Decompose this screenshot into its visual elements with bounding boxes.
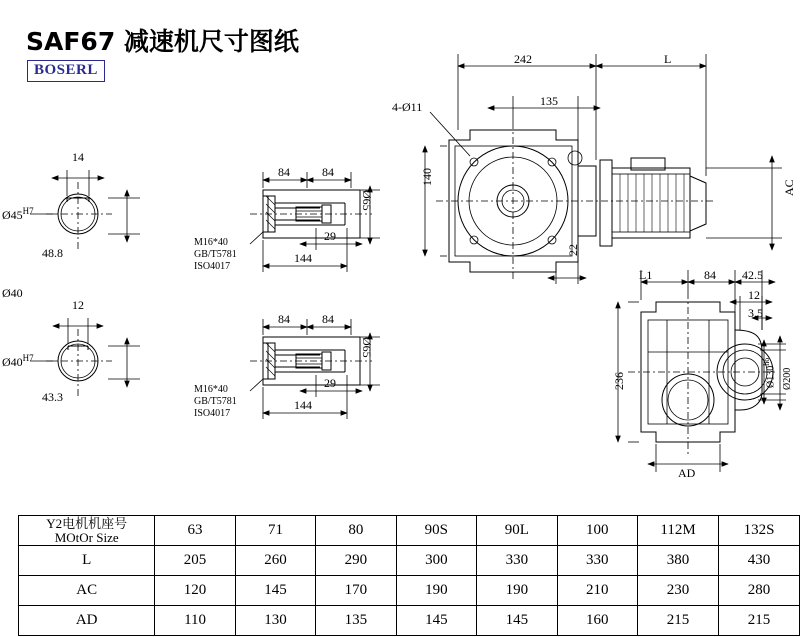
label-bore-top bbox=[2, 206, 34, 223]
table-col-6: 112M bbox=[638, 516, 719, 546]
main-front-view bbox=[425, 54, 782, 284]
shaft-end-view-top bbox=[30, 170, 140, 250]
label-hs-bottom-note3: ISO4017 bbox=[194, 408, 231, 419]
table-col-2: 80 bbox=[316, 516, 396, 546]
table-col-7: 132S bbox=[719, 516, 800, 546]
label-height-bottom: 43.3 bbox=[42, 390, 63, 404]
label-side-130 bbox=[762, 358, 776, 388]
table-cell: 210 bbox=[557, 576, 637, 606]
table-cell: 135 bbox=[316, 606, 396, 636]
table-cell: 330 bbox=[477, 546, 558, 576]
hollow-shaft-section-bottom bbox=[250, 319, 380, 419]
table-row-label: AC bbox=[19, 576, 155, 606]
label-height-top: 48.8 bbox=[42, 246, 63, 260]
label-side-130-tol: h6 bbox=[762, 357, 771, 366]
table-row-header bbox=[19, 516, 800, 546]
label-main-AC: AC bbox=[782, 179, 796, 196]
label-side-AD: AD bbox=[678, 466, 696, 480]
label-side-200: Ø200 bbox=[782, 367, 793, 390]
table-cell: 290 bbox=[316, 546, 396, 576]
table-row-label: AD bbox=[19, 606, 155, 636]
table-cell: 430 bbox=[719, 546, 800, 576]
table-cell: 170 bbox=[316, 576, 396, 606]
table-col-0: 63 bbox=[155, 516, 235, 546]
table-cell: 215 bbox=[719, 606, 800, 636]
label-hs-bottom-note2: GB/T5781 bbox=[194, 396, 237, 407]
label-side-84: 84 bbox=[704, 268, 716, 282]
label-hs-bottom-dia: Ø65 bbox=[360, 337, 374, 358]
table-col-5: 100 bbox=[557, 516, 637, 546]
label-hs-top-29: 29 bbox=[324, 229, 336, 243]
label-hs-bottom-29: 29 bbox=[324, 376, 336, 390]
label-side-130-value: Ø130 bbox=[765, 365, 777, 388]
table-cell: 110 bbox=[155, 606, 235, 636]
label-side-42-5: 42.5 bbox=[742, 268, 763, 282]
label-hs-bottom-note1: M16*40 bbox=[194, 384, 228, 395]
table-cell: 380 bbox=[638, 546, 719, 576]
side-view bbox=[618, 270, 786, 472]
label-keyway-width-top: 14 bbox=[72, 150, 84, 164]
table-cell: 160 bbox=[557, 606, 637, 636]
table-col-4: 90L bbox=[477, 516, 558, 546]
table-cell: 280 bbox=[719, 576, 800, 606]
label-hs-top-note1: M16*40 bbox=[194, 237, 228, 248]
label-bore-top-tol: H7 bbox=[22, 206, 34, 216]
label-below-top: Ø40 bbox=[2, 286, 23, 300]
table-cell: 205 bbox=[155, 546, 235, 576]
label-keyway-width-bottom: 12 bbox=[72, 298, 84, 312]
label-side-3-5: 3.5 bbox=[748, 306, 763, 320]
label-hs-bottom-84b: 84 bbox=[322, 312, 334, 326]
table-row bbox=[19, 546, 800, 576]
table-cell: 330 bbox=[557, 546, 637, 576]
label-bore-top-value: Ø45 bbox=[2, 208, 23, 222]
table-cell: 190 bbox=[396, 576, 476, 606]
table-cell: 230 bbox=[638, 576, 719, 606]
label-bore-bottom bbox=[2, 353, 34, 370]
table-col-3: 90S bbox=[396, 516, 476, 546]
label-main-140: 140 bbox=[420, 168, 434, 186]
label-main-holes: 4-Ø11 bbox=[392, 100, 423, 114]
table-header-en: MOtOr Size bbox=[54, 529, 119, 545]
brand-logo: BOSERL bbox=[27, 60, 105, 82]
label-hs-bottom-84a: 84 bbox=[278, 312, 290, 326]
label-main-L: L bbox=[664, 52, 672, 66]
table-header-cell bbox=[19, 516, 155, 546]
label-side-12: 12 bbox=[748, 288, 760, 302]
label-side-L1: L1 bbox=[639, 268, 653, 282]
table-cell: 120 bbox=[155, 576, 235, 606]
table-cell: 145 bbox=[477, 606, 558, 636]
label-hs-top-note2: GB/T5781 bbox=[194, 249, 237, 260]
label-hs-top-dia: Ø65 bbox=[360, 190, 374, 211]
label-main-242: 242 bbox=[514, 52, 532, 66]
label-hs-top-84b: 84 bbox=[322, 165, 334, 179]
table-cell: 260 bbox=[235, 546, 315, 576]
hollow-shaft-section-top bbox=[250, 172, 380, 272]
table-cell: 190 bbox=[477, 576, 558, 606]
table-row bbox=[19, 576, 800, 606]
table-col-1: 71 bbox=[235, 516, 315, 546]
motor-size-table bbox=[18, 515, 800, 636]
label-bore-bottom-value: Ø40 bbox=[2, 355, 23, 369]
table-cell: 145 bbox=[396, 606, 476, 636]
label-main-22: 22 bbox=[566, 244, 580, 256]
label-side-236: 236 bbox=[612, 372, 626, 390]
label-hs-top-144: 144 bbox=[294, 251, 312, 265]
table-cell: 145 bbox=[235, 576, 315, 606]
shaft-end-view-bottom bbox=[30, 318, 140, 397]
table-row bbox=[19, 606, 800, 636]
label-bore-bottom-tol: H7 bbox=[22, 353, 34, 363]
table-cell: 215 bbox=[638, 606, 719, 636]
label-main-135: 135 bbox=[540, 94, 558, 108]
label-hs-top-84a: 84 bbox=[278, 165, 290, 179]
table-row-label: L bbox=[19, 546, 155, 576]
table-cell: 300 bbox=[396, 546, 476, 576]
table-header-cn: Y2电机机座号 bbox=[46, 515, 128, 531]
label-hs-top-note3: ISO4017 bbox=[194, 261, 231, 272]
table-cell: 130 bbox=[235, 606, 315, 636]
label-hs-bottom-144: 144 bbox=[294, 398, 312, 412]
page-title: SAF67 减速机尺寸图纸 bbox=[26, 27, 299, 56]
